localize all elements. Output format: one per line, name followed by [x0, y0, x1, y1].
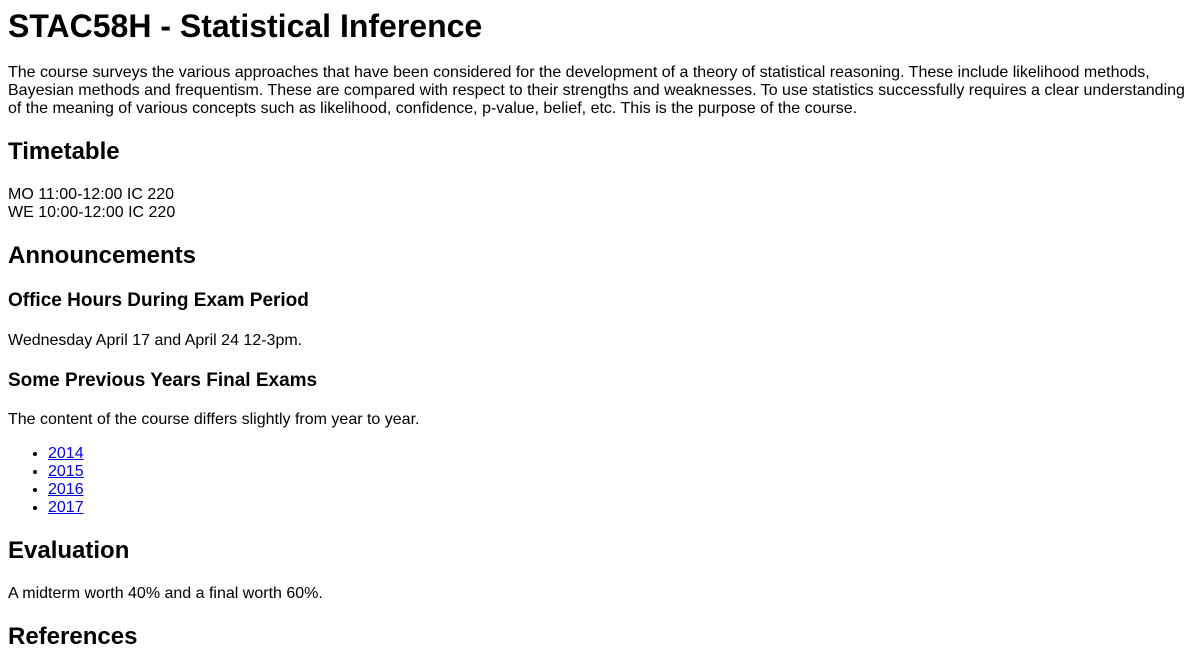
page-title: STAC58H - Statistical Inference: [8, 8, 483, 44]
list-item: [48, 499, 1192, 517]
previous-exams-heading: Some Previous Years Final Exams: [8, 370, 318, 391]
previous-exams-text: The content of the course differs slightly from year to year.: [8, 411, 420, 428]
list-item: [48, 445, 1192, 463]
office-hours-heading: Office Hours During Exam Period: [8, 290, 309, 311]
exam-link-2017[interactable]: 2017: [48, 499, 84, 516]
exam-link-2016[interactable]: 2016: [48, 481, 84, 498]
course-description: The course surveys the various approaches that have been considered for the development of a theory of statistical reasoning. These include likelihood methods, Bayesian methods and frequentism. These are compared with respect to their strengths and weaknesses. To use statistics successfully requires a clear understanding of the meaning of various concepts such as likelihood, confidence, p-value, belief, etc. This is the purpose of the course.: [8, 64, 1185, 117]
timetable-row: WE 10:00-12:00 IC 220: [8, 204, 176, 221]
timetable: [8, 186, 1192, 222]
references-heading: References: [8, 623, 138, 650]
timetable-row: MO 11:00-12:00 IC 220: [8, 186, 175, 203]
list-item: [48, 481, 1192, 499]
evaluation-text: A midterm worth 40% and a final worth 60%.: [8, 585, 323, 602]
timetable-heading: Timetable: [8, 138, 120, 165]
list-item: [48, 463, 1192, 481]
exam-link-2015[interactable]: 2015: [48, 463, 84, 480]
announcements-heading: Announcements: [8, 242, 197, 269]
office-hours-text: Wednesday April 17 and April 24 12-3pm.: [8, 332, 303, 349]
evaluation-heading: Evaluation: [8, 537, 130, 564]
exam-link-list: [8, 445, 1192, 517]
exam-link-2014[interactable]: 2014: [48, 445, 84, 462]
page: [0, 8, 1200, 651]
